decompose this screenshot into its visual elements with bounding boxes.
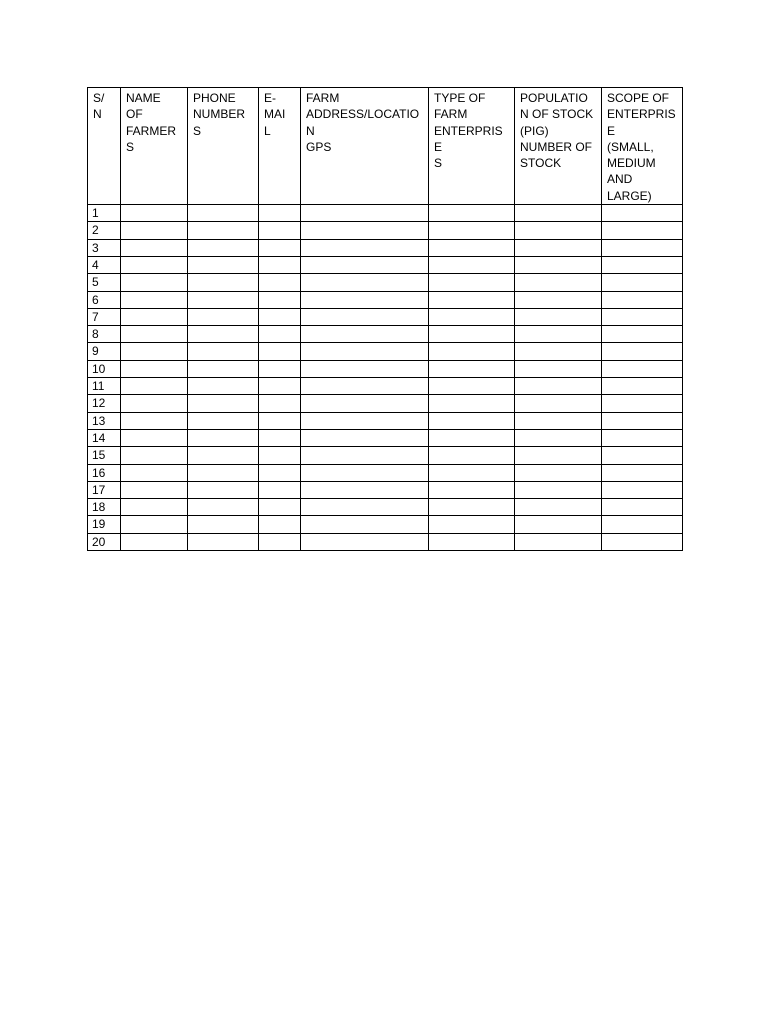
empty-cell[interactable] — [301, 533, 429, 550]
empty-cell[interactable] — [121, 481, 188, 498]
table-row — [88, 291, 683, 308]
empty-cell[interactable] — [515, 291, 602, 308]
empty-cell[interactable] — [301, 395, 429, 412]
empty-cell[interactable] — [259, 256, 301, 273]
table-row — [88, 205, 683, 222]
empty-cell[interactable] — [259, 412, 301, 429]
empty-cell[interactable] — [121, 326, 188, 343]
empty-cell[interactable] — [429, 274, 515, 291]
empty-cell[interactable] — [429, 291, 515, 308]
row-serial-number: 19 — [88, 516, 121, 533]
empty-cell[interactable] — [515, 533, 602, 550]
empty-cell[interactable] — [188, 464, 259, 481]
empty-cell[interactable] — [429, 326, 515, 343]
empty-cell[interactable] — [301, 481, 429, 498]
empty-cell[interactable] — [515, 481, 602, 498]
empty-cell[interactable] — [429, 464, 515, 481]
empty-cell[interactable] — [602, 464, 683, 481]
empty-cell[interactable] — [515, 308, 602, 325]
empty-cell[interactable] — [259, 481, 301, 498]
header-sn: S/ N — [88, 88, 121, 205]
empty-cell[interactable] — [429, 412, 515, 429]
empty-cell[interactable] — [188, 274, 259, 291]
empty-cell[interactable] — [121, 291, 188, 308]
empty-cell[interactable] — [188, 499, 259, 516]
empty-cell[interactable] — [602, 412, 683, 429]
row-serial-number: 1 — [88, 205, 121, 222]
empty-cell[interactable] — [429, 516, 515, 533]
row-serial-number: 12 — [88, 395, 121, 412]
empty-cell[interactable] — [602, 343, 683, 360]
table-row — [88, 412, 683, 429]
empty-cell[interactable] — [301, 308, 429, 325]
empty-cell[interactable] — [259, 274, 301, 291]
empty-cell[interactable] — [429, 533, 515, 550]
table-row — [88, 395, 683, 412]
empty-cell[interactable] — [429, 360, 515, 377]
empty-cell[interactable] — [429, 429, 515, 446]
empty-cell[interactable] — [121, 378, 188, 395]
empty-cell[interactable] — [602, 291, 683, 308]
empty-cell[interactable] — [301, 499, 429, 516]
empty-cell[interactable] — [121, 343, 188, 360]
empty-cell[interactable] — [429, 447, 515, 464]
empty-cell[interactable] — [188, 429, 259, 446]
empty-cell[interactable] — [259, 291, 301, 308]
table-row — [88, 481, 683, 498]
empty-cell[interactable] — [259, 516, 301, 533]
empty-cell[interactable] — [121, 274, 188, 291]
empty-cell[interactable] — [188, 256, 259, 273]
table-row — [88, 533, 683, 550]
empty-cell[interactable] — [188, 343, 259, 360]
row-serial-number: 3 — [88, 239, 121, 256]
empty-cell[interactable] — [429, 205, 515, 222]
empty-cell[interactable] — [188, 205, 259, 222]
empty-cell[interactable] — [515, 239, 602, 256]
header-scope-of-enterprise: SCOPE OF ENTERPRIS E (SMALL, MEDIUM AND LARGE) — [602, 88, 683, 205]
row-serial-number: 15 — [88, 447, 121, 464]
empty-cell[interactable] — [515, 516, 602, 533]
empty-cell[interactable] — [602, 395, 683, 412]
table-row — [88, 326, 683, 343]
table-row — [88, 447, 683, 464]
row-serial-number: 6 — [88, 291, 121, 308]
empty-cell[interactable] — [602, 516, 683, 533]
row-serial-number: 14 — [88, 429, 121, 446]
empty-cell[interactable] — [188, 326, 259, 343]
row-serial-number: 18 — [88, 499, 121, 516]
empty-cell[interactable] — [259, 447, 301, 464]
table-row — [88, 256, 683, 273]
empty-cell[interactable] — [301, 274, 429, 291]
header-type-of-farm-enterprises: TYPE OF FARM ENTERPRISE S — [429, 88, 515, 205]
table-body — [88, 205, 683, 551]
empty-cell[interactable] — [515, 256, 602, 273]
empty-cell[interactable] — [602, 360, 683, 377]
row-serial-number: 11 — [88, 378, 121, 395]
empty-cell[interactable] — [429, 499, 515, 516]
empty-cell[interactable] — [259, 429, 301, 446]
table-row — [88, 378, 683, 395]
empty-cell[interactable] — [301, 516, 429, 533]
empty-cell[interactable] — [301, 343, 429, 360]
empty-cell[interactable] — [429, 308, 515, 325]
empty-cell[interactable] — [602, 326, 683, 343]
empty-cell[interactable] — [602, 239, 683, 256]
row-serial-number: 5 — [88, 274, 121, 291]
row-serial-number: 9 — [88, 343, 121, 360]
empty-cell[interactable] — [259, 308, 301, 325]
empty-cell[interactable] — [515, 429, 602, 446]
table-row — [88, 360, 683, 377]
empty-cell[interactable] — [301, 464, 429, 481]
empty-cell[interactable] — [301, 412, 429, 429]
empty-cell[interactable] — [259, 533, 301, 550]
empty-cell[interactable] — [121, 516, 188, 533]
empty-cell[interactable] — [602, 205, 683, 222]
empty-cell[interactable] — [188, 447, 259, 464]
empty-cell[interactable] — [301, 326, 429, 343]
row-serial-number: 2 — [88, 222, 121, 239]
empty-cell[interactable] — [259, 378, 301, 395]
empty-cell[interactable] — [259, 395, 301, 412]
empty-cell[interactable] — [188, 533, 259, 550]
empty-cell[interactable] — [301, 291, 429, 308]
table-row — [88, 222, 683, 239]
empty-cell[interactable] — [121, 222, 188, 239]
empty-cell[interactable] — [121, 239, 188, 256]
farmer-register-table — [87, 87, 683, 551]
empty-cell[interactable] — [121, 533, 188, 550]
empty-cell[interactable] — [602, 499, 683, 516]
row-serial-number: 17 — [88, 481, 121, 498]
empty-cell[interactable] — [188, 412, 259, 429]
empty-cell[interactable] — [515, 326, 602, 343]
empty-cell[interactable] — [188, 222, 259, 239]
empty-cell[interactable] — [301, 205, 429, 222]
table-row — [88, 274, 683, 291]
empty-cell[interactable] — [515, 447, 602, 464]
empty-cell[interactable] — [429, 222, 515, 239]
table-row — [88, 308, 683, 325]
empty-cell[interactable] — [602, 533, 683, 550]
empty-cell[interactable] — [188, 395, 259, 412]
empty-cell[interactable] — [121, 429, 188, 446]
empty-cell[interactable] — [259, 326, 301, 343]
empty-cell[interactable] — [259, 464, 301, 481]
row-serial-number: 7 — [88, 308, 121, 325]
empty-cell[interactable] — [602, 447, 683, 464]
empty-cell[interactable] — [259, 343, 301, 360]
table-row — [88, 464, 683, 481]
empty-cell[interactable] — [259, 222, 301, 239]
empty-cell[interactable] — [515, 205, 602, 222]
header-email: E- MAI L — [259, 88, 301, 205]
empty-cell[interactable] — [188, 291, 259, 308]
empty-cell[interactable] — [188, 360, 259, 377]
empty-cell[interactable] — [259, 205, 301, 222]
row-serial-number: 4 — [88, 256, 121, 273]
row-serial-number: 8 — [88, 326, 121, 343]
empty-cell[interactable] — [602, 274, 683, 291]
empty-cell[interactable] — [121, 447, 188, 464]
empty-cell[interactable] — [515, 395, 602, 412]
empty-cell[interactable] — [602, 222, 683, 239]
empty-cell[interactable] — [188, 516, 259, 533]
empty-cell[interactable] — [515, 412, 602, 429]
header-name-of-farmers: NAME OF FARMER S — [121, 88, 188, 205]
empty-cell[interactable] — [429, 239, 515, 256]
empty-cell[interactable] — [121, 395, 188, 412]
empty-cell[interactable] — [121, 464, 188, 481]
empty-cell[interactable] — [301, 239, 429, 256]
empty-cell[interactable] — [602, 481, 683, 498]
empty-cell[interactable] — [515, 343, 602, 360]
row-serial-number: 20 — [88, 533, 121, 550]
empty-cell[interactable] — [121, 256, 188, 273]
empty-cell[interactable] — [602, 378, 683, 395]
empty-cell[interactable] — [602, 429, 683, 446]
empty-cell[interactable] — [121, 412, 188, 429]
header-farm-address: FARM ADDRESS/LOCATIO N GPS — [301, 88, 429, 205]
empty-cell[interactable] — [188, 481, 259, 498]
empty-cell[interactable] — [515, 360, 602, 377]
empty-cell[interactable] — [121, 308, 188, 325]
empty-cell[interactable] — [121, 499, 188, 516]
empty-cell[interactable] — [301, 360, 429, 377]
empty-cell[interactable] — [515, 222, 602, 239]
table-row — [88, 239, 683, 256]
empty-cell[interactable] — [188, 308, 259, 325]
empty-cell[interactable] — [429, 256, 515, 273]
empty-cell[interactable] — [301, 222, 429, 239]
empty-cell[interactable] — [301, 256, 429, 273]
row-serial-number: 10 — [88, 360, 121, 377]
empty-cell[interactable] — [301, 447, 429, 464]
empty-cell[interactable] — [188, 378, 259, 395]
empty-cell[interactable] — [515, 274, 602, 291]
row-serial-number: 16 — [88, 464, 121, 481]
row-serial-number: 13 — [88, 412, 121, 429]
empty-cell[interactable] — [515, 464, 602, 481]
header-row — [88, 88, 683, 205]
empty-cell[interactable] — [515, 378, 602, 395]
empty-cell[interactable] — [121, 360, 188, 377]
empty-cell[interactable] — [602, 256, 683, 273]
table-row — [88, 343, 683, 360]
empty-cell[interactable] — [515, 499, 602, 516]
table-row — [88, 516, 683, 533]
empty-cell[interactable] — [188, 239, 259, 256]
empty-cell[interactable] — [121, 205, 188, 222]
header-phone-numbers: PHONE NUMBER S — [188, 88, 259, 205]
empty-cell[interactable] — [259, 360, 301, 377]
empty-cell[interactable] — [301, 378, 429, 395]
empty-cell[interactable] — [602, 308, 683, 325]
empty-cell[interactable] — [429, 481, 515, 498]
table-row — [88, 429, 683, 446]
header-population-of-stock: POPULATIO N OF STOCK (PIG) NUMBER OF STOCK — [515, 88, 602, 205]
empty-cell[interactable] — [429, 378, 515, 395]
empty-cell[interactable] — [429, 343, 515, 360]
empty-cell[interactable] — [429, 395, 515, 412]
empty-cell[interactable] — [259, 499, 301, 516]
table-row — [88, 499, 683, 516]
empty-cell[interactable] — [259, 239, 301, 256]
empty-cell[interactable] — [301, 429, 429, 446]
